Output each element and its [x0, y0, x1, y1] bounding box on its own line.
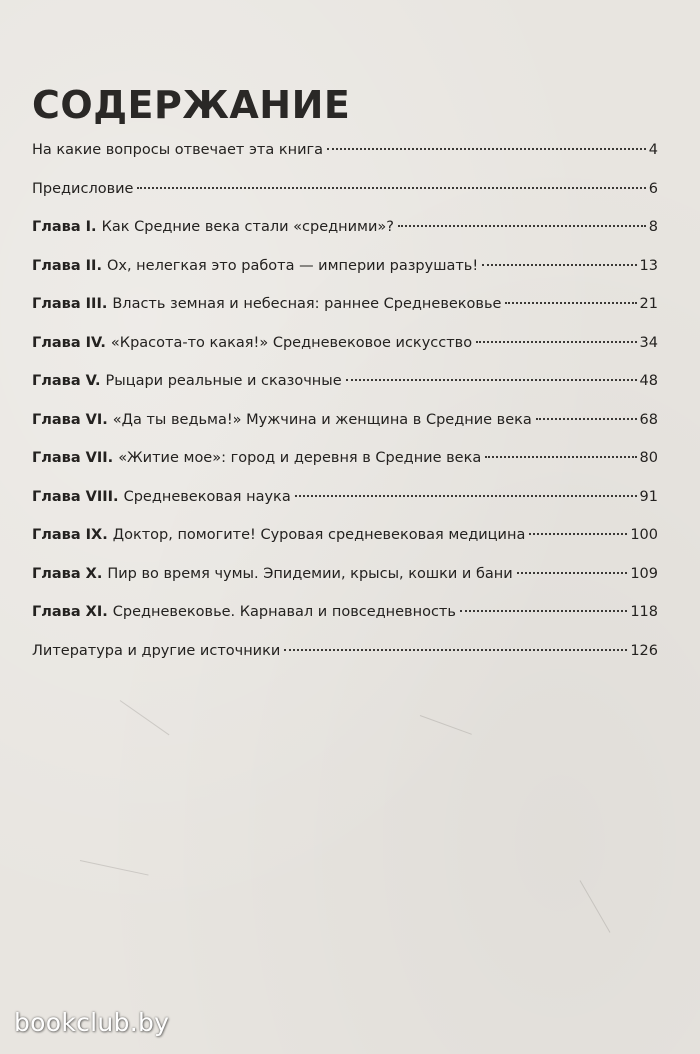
toc-chapter-label: Глава III. — [32, 296, 108, 312]
toc-entry — [32, 285, 658, 324]
dot-leader — [517, 572, 628, 574]
toc-entry — [32, 324, 658, 363]
toc-page-number: 48 — [639, 373, 658, 389]
paper-scratch — [120, 700, 170, 735]
toc-chapter-label: Глава II. — [32, 257, 102, 274]
toc-chapter-label: Глава VIII. — [32, 488, 119, 505]
paper-scratch — [80, 860, 149, 876]
toc-entry-title: Пир во время чумы. Эпидемии, крысы, кошки и бани — [107, 565, 513, 582]
toc-entry — [32, 478, 658, 517]
dot-leader — [536, 418, 637, 420]
toc-page-number: 6 — [648, 180, 658, 197]
toc-entry-title: Средневековье. Карнавал и повседневность — [112, 604, 456, 620]
toc-page-number: 8 — [648, 219, 658, 235]
toc-entry — [32, 439, 658, 478]
toc-entry — [32, 516, 658, 555]
dot-leader — [529, 533, 627, 535]
toc-entry-title: «Житие мое»: город и деревня в Средние века — [118, 450, 482, 466]
toc-chapter-label: Глава V. — [32, 373, 101, 389]
toc-chapter-label: Глава XI. — [32, 604, 108, 620]
toc-entry — [32, 362, 658, 401]
page-title: СОДЕРЖАНИЕ — [32, 83, 351, 127]
toc-entry-title: На какие вопросы отвечает эта книга — [32, 142, 324, 158]
toc-entry — [32, 131, 658, 170]
watermark-text: bookclub.by — [14, 1008, 170, 1037]
toc-entry-title: Ох, нелегкая это работа — империи разрушать! — [106, 257, 479, 274]
dot-leader — [460, 610, 627, 612]
toc-entry-title: Власть земная и небесная: раннее Средневековье — [112, 296, 502, 312]
toc-entry-title: Рыцари реальные и сказочные — [105, 373, 342, 389]
toc-chapter-label: Глава IX. — [32, 527, 108, 543]
dot-leader — [295, 495, 637, 497]
toc-page-number: 68 — [639, 411, 658, 428]
toc-page-number: 118 — [630, 604, 658, 620]
toc-page-number: 13 — [639, 257, 658, 274]
toc-page-number: 80 — [639, 450, 658, 466]
toc-page-number: 4 — [648, 142, 658, 158]
dot-leader — [485, 456, 636, 458]
dot-leader — [137, 187, 645, 189]
toc-entry-title: «Красота-то какая!» Средневековое искусство — [110, 334, 473, 351]
toc-page-number: 126 — [630, 642, 658, 659]
toc-entry — [32, 247, 658, 286]
dot-leader — [346, 379, 637, 381]
toc-page-number: 21 — [639, 296, 658, 312]
paper-scratch — [420, 715, 472, 735]
toc-entry-title: Доктор, помогите! Суровая средневековая медицина — [112, 527, 526, 543]
toc-page-number: 34 — [639, 334, 658, 351]
toc-chapter-label: Глава IV. — [32, 334, 106, 351]
toc-chapter-label: Глава X. — [32, 565, 103, 582]
toc-entry — [32, 208, 658, 247]
dot-leader — [476, 341, 636, 343]
toc-chapter-label: Глава VI. — [32, 411, 108, 428]
toc-chapter-label: Глава I. — [32, 219, 97, 235]
toc-entry — [32, 401, 658, 440]
toc-page-number: 91 — [639, 488, 658, 505]
toc-entry-title: Средневековая наука — [123, 488, 291, 505]
table-of-contents — [32, 131, 658, 670]
dot-leader — [505, 302, 636, 304]
toc-entry-title: Литература и другие источники — [32, 642, 281, 659]
toc-entry — [32, 593, 658, 632]
toc-entry-title: Как Средние века стали «средними»? — [101, 219, 394, 235]
toc-chapter-label: Глава VII. — [32, 450, 114, 466]
dot-leader — [398, 225, 646, 227]
toc-entry — [32, 555, 658, 594]
paper-scratch — [580, 880, 611, 932]
dot-leader — [327, 148, 646, 150]
toc-entry — [32, 632, 658, 671]
dot-leader — [482, 264, 636, 266]
toc-entry-title: «Да ты ведьма!» Мужчина и женщина в Средние века — [112, 411, 532, 428]
dot-leader — [284, 649, 627, 651]
toc-page-number: 100 — [630, 527, 658, 543]
toc-page-number: 109 — [630, 565, 658, 582]
toc-entry — [32, 170, 658, 209]
toc-entry-title: Предисловие — [32, 180, 134, 197]
